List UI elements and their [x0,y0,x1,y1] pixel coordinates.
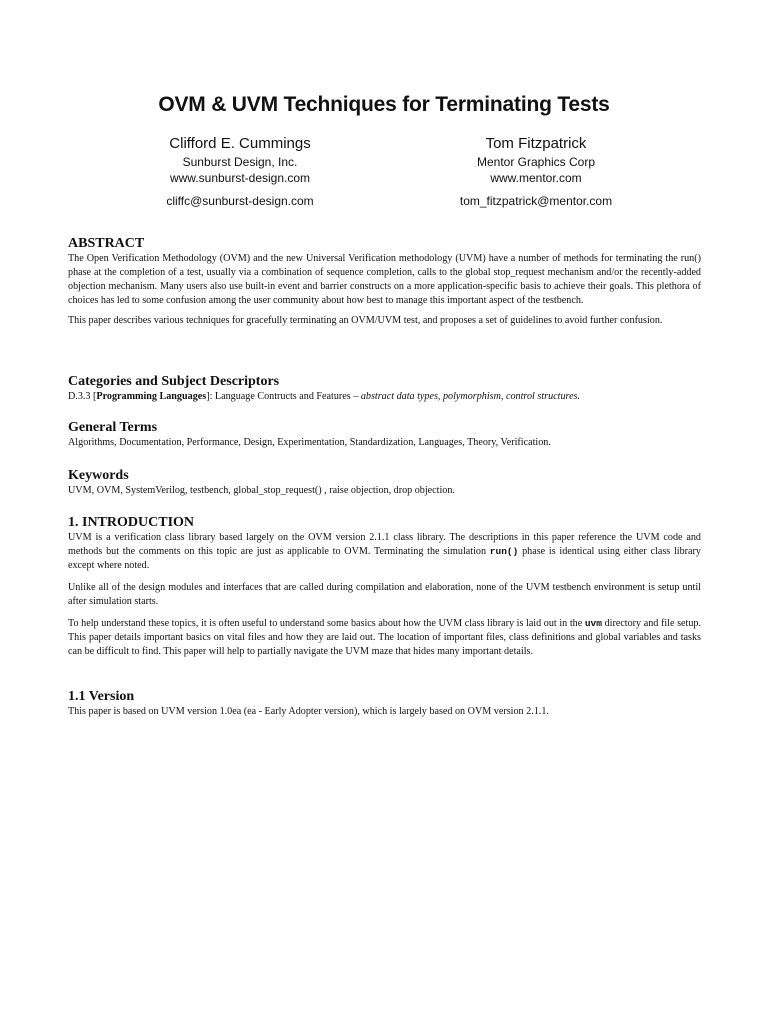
keywords-section [68,468,701,498]
author-name: Clifford E. Cummings [169,135,311,152]
categories-text: D.3.3 [Programming Languages]: Language Contructs and Features – abstract data types, polymorphism, control structures. [68,391,581,402]
author-website: www.mentor.com [490,171,582,185]
paper-title: OVM & UVM Techniques for Terminating Tests [158,93,610,116]
author-website: www.sunburst-design.com [169,171,311,185]
author-organization: Sunburst Design, Inc. [182,155,298,169]
categories-section [68,374,701,404]
author-email: cliffc@sunburst-design.com [166,194,314,208]
version-text: This paper is based on UVM version 1.0ea (ea - Early Adopter version), which is largely based on OVM version 2.1.1. [68,706,549,717]
introduction-section [68,515,701,659]
version-heading: 1.1 Version [68,689,135,704]
abstract-section [68,236,701,328]
categories-heading: Categories and Subject Descriptors [68,374,280,389]
author-block-2 [386,134,686,209]
general-terms-text: Algorithms, Documentation, Performance, Design, Experimentation, Standardization, Languages, Theory, Verification. [68,437,551,448]
author-name: Tom Fitzpatrick [485,135,587,152]
general-terms-heading: General Terms [68,420,158,435]
author-block-1 [90,134,390,209]
author-email: tom_fitzpatrick@mentor.com [459,194,613,208]
introduction-heading: 1. INTRODUCTION [68,515,195,530]
abstract-paragraph-1: The Open Verification Methodology (OVM) and the new Universal Verification methodology (UVM) have a number of methods for terminating the run() phase at the completion of a test, usually via a combination of sequence completion, calls to the global stop_request mechanism and/or the recently-added objection mechanism. Many users also use built-in event and barrier constructs on a more application-specific basis to achieve their goals. This plethora of choices has led to some confusion among the user community about how best to manage this important aspect of the testbench. [68,253,701,306]
author-organization: Mentor Graphics Corp [476,155,596,169]
abstract-heading: ABSTRACT [68,236,145,251]
introduction-paragraph-3: To help understand these topics, it is often useful to understand some basics about how the UVM class library is laid out in the uvm directory and file setup. This paper details important basics on vital files and how they are laid out. The location of important files, class definitions and global variables and tasks can be difficult to find. This paper will help to partially navigate the UVM maze that hides many important details. [68,618,701,657]
introduction-paragraph-1: UVM is a verification class library based largely on the OVM version 2.1.1 class library. The descriptions in this paper reference the UVM code and methods but the comments on this topic are just as applicable to OVM. Terminating the simulation run() phase is identical using either class library except where noted. [68,532,701,571]
general-terms-section [68,420,701,450]
keywords-heading: Keywords [68,468,129,483]
abstract-paragraph-2: This paper describes various techniques for gracefully terminating an OVM/UVM test, and proposes a set of guidelines to avoid further confusion. [68,315,663,326]
version-section [68,689,701,719]
keywords-text: UVM, OVM, SystemVerilog, testbench, global_stop_request() , raise objection, drop objection. [68,485,455,496]
introduction-paragraph-2: Unlike all of the design modules and interfaces that are called during compilation and elaboration, none of the UVM testbench environment is setup until after simulation starts. [68,582,701,607]
